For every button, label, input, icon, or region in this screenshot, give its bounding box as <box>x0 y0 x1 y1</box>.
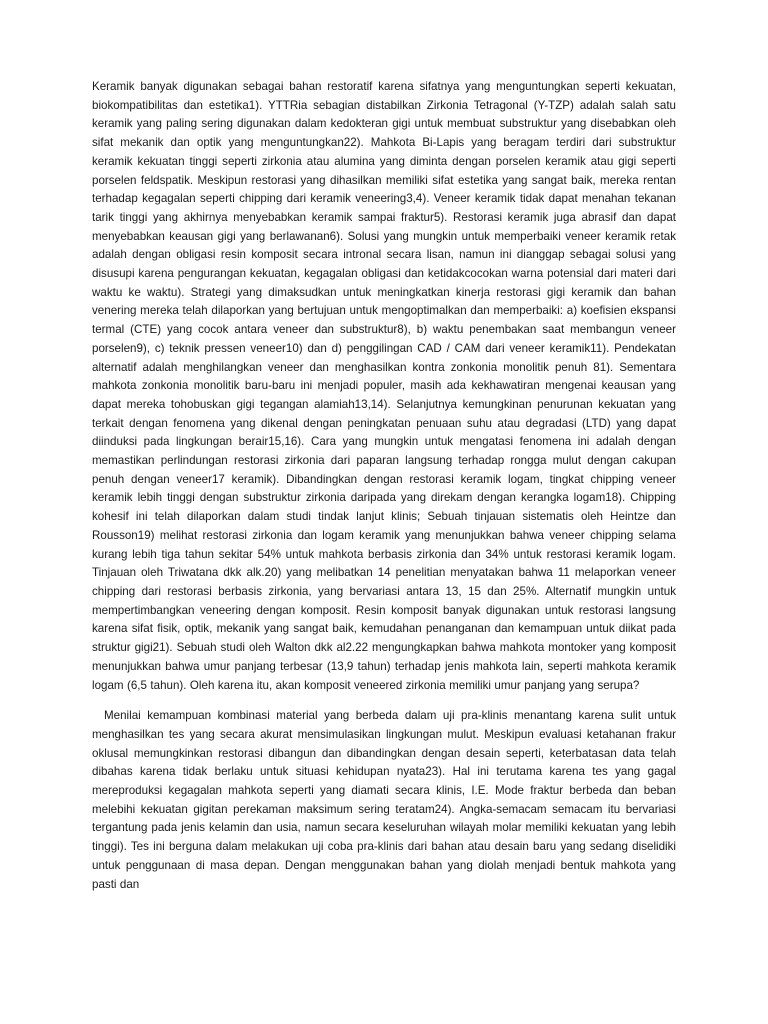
body-paragraph-1: Keramik banyak digunakan sebagai bahan restoratif karena sifatnya yang menguntungkan seperti kekuatan, biokompatibilitas dan estetika1). YTTRia sebagian distabilkan Zirkonia Tetragonal (Y-TZP) adalah salah satu keramik yang paling sering digunakan dalam kedokteran gigi untuk membuat substruktur yang disebabkan oleh sifat mekanik dan optik yang menguntungkan22). Mahkota Bi-Lapis yang beragam terdiri dari substruktur keramik kekuatan tinggi seperti zirkonia atau alumina yang diminta dengan porselen keramik atau gigi seperti porselen feldspatik. Meskipun restorasi yang dihasilkan memiliki sifat estetika yang sangat baik, mereka rentan terhadap kegagalan seperti chipping dari keramik veneering3,4). Veneer keramik tidak dapat menahan tekanan tarik tinggi yang akhirnya menyebabkan keramik sampai fraktur5). Restorasi keramik juga abrasif dan dapat menyebabkan keausan gigi yang berlawanan6). Solusi yang mungkin untuk memperbaiki veneer keramik retak adalah dengan obligasi resin komposit secara intronal secara lisan, namun ini dianggap sebagai solusi yang disusupi karena pengurangan kekuatan, kegagalan obligasi dan ketidakcocokan warna potensial dari materi dari waktu ke waktu). Strategi yang dimaksudkan untuk meningkatkan kinerja restorasi gigi keramik dan bahan venering mereka telah dilaporkan yang bertujuan untuk mengoptimalkan dan memperbaiki: a) koefisien ekspansi termal (CTE) yang cocok antara veneer dan substruktur8), b) waktu penembakan saat membangun veneer porselen9), c) teknik pressen veneer10) dan d) penggilingan CAD / CAM dari veneer keramik11). Pendekatan alternatif adalah menghilangkan veneer dan menghasilkan kontra zonkonia monolitik penuh 81). Sementara mahkota zonkonia monolitik baru-baru ini menjadi populer, masih ada kekhawatiran mengenai keausan yang dapat mereka tohobuskan gigi tegangan alamiah13,14). Selanjutnya kemungkinan penurunan kekuatan yang terkait dengan fenomena yang dikenal dengan peningkatan penuaan suhu atau degradasi (LTD) yang dapat diinduksi pada lingkungan berair15,16). Cara yang mungkin untuk mengatasi fenomena ini adalah dengan memastikan perlindungan restorasi zirkonia dari paparan langsung terhadap rongga mulut dengan cakupan penuh dengan veneer17 keramik). Dibandingkan dengan restorasi keramik logam, tingkat chipping veneer keramik lebih tinggi dengan substruktur zirkonia daripada yang direkam dengan kerangka logam18). Chipping kohesif ini telah dilaporkan dalam studi tindak lanjut klinis; Sebuah tinjauan sistematis oleh Heintze dan Rousson19) melihat restorasi zirkonia dan logam keramik yang menunjukkan bahwa veneer chipping selama kurang lebih tiga tahun sekitar 54% untuk mahkota berbasis zirkonia dan 34% untuk restorasi keramik logam. Tinjauan oleh Triwatana dkk alk.20) yang melibatkan 14 penelitian menyatakan bahwa 11 melaporkan veneer chipping dari restorasi berbasis zirkonia, yang bervariasi antara 13, 15 dan 25%. Alternatif mungkin untuk mempertimbangkan veneering dengan komposit. Resin komposit banyak digunakan untuk restorasi langsung karena sifat fisik, optik, mekanik yang sangat baik, kemudahan penanganan dan kemampuan untuk diikat pada struktur gigi21). Sebuah studi oleh Walton dkk al2.22 mengungkapkan bahwa mahkota montoker yang komposit menunjukkan bahwa umur panjang terbesar (13,9 tahun) terhadap jenis mahkota lain, seperti mahkota keramik logam (6,5 tahun). Oleh karena itu, akan komposit veneered zirkonia memiliki umur panjang yang serupa? <box>92 80 676 692</box>
document-page <box>92 78 676 894</box>
body-paragraph-2: Menilai kemampuan kombinasi material yang berbeda dalam uji pra-klinis menantang karena sulit untuk menghasilkan tes yang secara akurat mensimulasikan lingkungan mulut. Meskipun evaluasi ketahanan frakur oklusal memungkinkan restorasi dibangun dan dibandingkan dengan desain seperti, keterbatasan data telah dibahas karena tidak berlaku untuk situasi kehidupan nyata23). Hal ini terutama karena tes yang gagal mereproduksi kegagalan mahkota seperti yang diamati secara klinis, I.E. Mode fraktur berbeda dan beban melebihi kekuatan gigitan perekaman maksimum sering teratam24). Angka-semacam semacam itu bervariasi tergantung pada jenis kelamin dan usia, namun secara keseluruhan wilayah molar memiliki kekuatan yang lebih tinggi). Tes ini berguna dalam melakukan uji coba pra-klinis dari bahan atau desain baru yang sedang diselidiki untuk penggunaan di masa depan. Dengan menggunakan bahan yang diolah menjadi bentuk mahkota yang pasti dan <box>92 709 676 891</box>
